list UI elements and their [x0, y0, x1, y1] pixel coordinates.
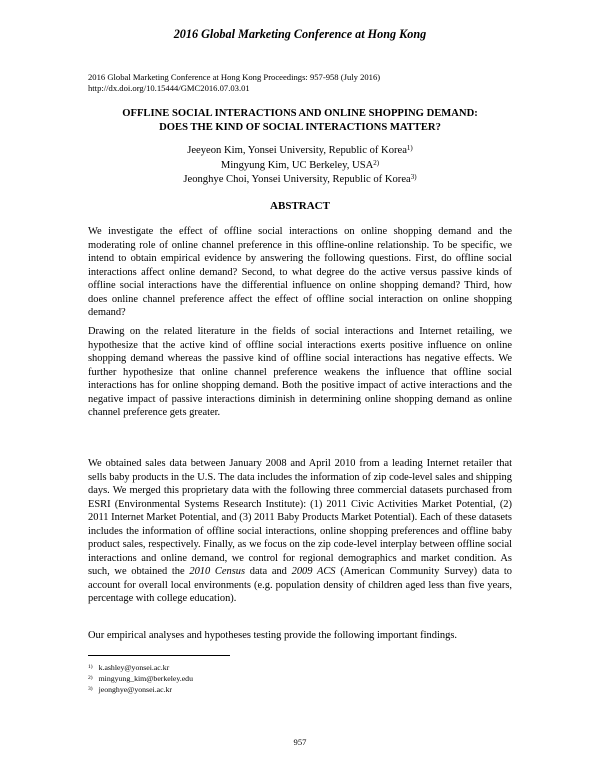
p3-acs-italic: 2009 ACS — [291, 566, 336, 578]
author-list — [60, 144, 540, 188]
footnote-1-mark: 1) — [88, 664, 93, 670]
p3-text-a: We obtained sales data between January 2008 and April 2010 from a leading Internet retailer that sells baby products in the U.S. The data includes the information of zip code-level sales and shipping days. We merged this proprietary data with the following three commercial datasets purchased from ESRI (Environmental Systems Research Institute): (1) 2011 Civic Activities Market Potential, (2) 2011 Internet Market Potential, and (3) 2011 Baby Products Market Potential). Each of these datasets includes the information of offline social interactions, online shopping preferences and offline baby product sales, respectively. Finally, as we focus on the zip code-level interplay between offline social interactions and online demand, we control for regional demographics and market condition. As such, we obtained the — [88, 458, 512, 578]
abstract-heading: ABSTRACT — [270, 200, 330, 212]
footnote-1 — [88, 662, 193, 673]
title-line-2: DOES THE KIND OF SOCIAL INTERACTIONS MATTER? — [159, 122, 441, 133]
footnote-divider — [88, 655, 230, 656]
author-1 — [60, 144, 540, 159]
proceedings-line: 2016 Global Marketing Conference at Hong Kong Proceedings: 957-958 (July 2016) — [88, 72, 381, 82]
proceedings-info — [88, 72, 380, 94]
author-1-text: Jeeyeon Kim, Yonsei University, Republic of Korea — [187, 145, 407, 156]
p3-text-c: (American Community Survey) data to account for overall local environments (e.g. population density of children aged less than five years, percentage with college education). — [88, 566, 513, 605]
abstract-paragraph-1: We investigate the effect of offline social interactions on online shopping demand and the moderating role of online channel preference in this offline-online relationship. To be specific, we intend to obtain empirical evidence by answering the following questions. First, do offline social interactions affect online demand? Second, to what degree do the active versus passive kinds of offline social interactions have the differential influence on online shopping demand? Third, how does online channel preference affect the effect of offline social interaction on online shopping demand? — [88, 226, 512, 319]
doi-line: http://dx.doi.org/10.15444/GMC2016.07.03.01 — [88, 83, 250, 93]
author-2-text: Mingyung Kim, UC Berkeley, USA — [220, 159, 374, 171]
author-2 — [60, 159, 540, 174]
abstract-paragraph-2: Drawing on the related literature in the fields of social interactions and Internet retailing, we hypothesize that the active kind of offline social interactions exerts positive influence on online shopping demand whereas the passive kind of offline social interactions has negative effects. We further hypothesize that online channel preference weakens the influence that offline social interactions has for online shopping demand. Both the positive impact of active interactions and the negative impact of passive interactions diminish in determining online shopping demand as online channel preference gets greater. — [88, 326, 512, 419]
footnote-1-email: k.ashley@yonsei.ac.kr — [98, 663, 170, 672]
author-1-mark: 1) — [406, 144, 413, 152]
page-number: 957 — [293, 737, 307, 747]
abstract-paragraph-4: Our empirical analyses and hypotheses testing provide the following important findings. — [88, 630, 458, 641]
footnote-3 — [88, 684, 193, 695]
footnotes — [88, 662, 193, 695]
footnote-3-email: jeonghye@yonsei.ac.kr — [98, 685, 173, 694]
p3-text-b: data and — [245, 566, 292, 578]
author-3 — [60, 173, 540, 188]
footnote-2-email: mingyung_kim@berkeley.edu — [98, 674, 193, 683]
author-3-text: Jeonghye Choi, Yonsei University, Republic of Korea — [183, 174, 411, 185]
running-header: 2016 Global Marketing Conference at Hong Kong — [173, 27, 427, 41]
p3-census-italic: 2010 Census — [189, 566, 246, 578]
footnote-3-mark: 3) — [88, 686, 93, 692]
footnote-2-mark: 2) — [88, 675, 93, 681]
title-line-1: OFFLINE SOCIAL INTERACTIONS AND ONLINE SHOPPING DEMAND: — [122, 108, 478, 119]
abstract-paragraph-3 — [88, 457, 512, 606]
footnote-2 — [88, 673, 193, 684]
author-3-mark: 3) — [410, 173, 417, 181]
paper-title — [60, 107, 540, 135]
author-2-mark: 2) — [373, 158, 380, 167]
